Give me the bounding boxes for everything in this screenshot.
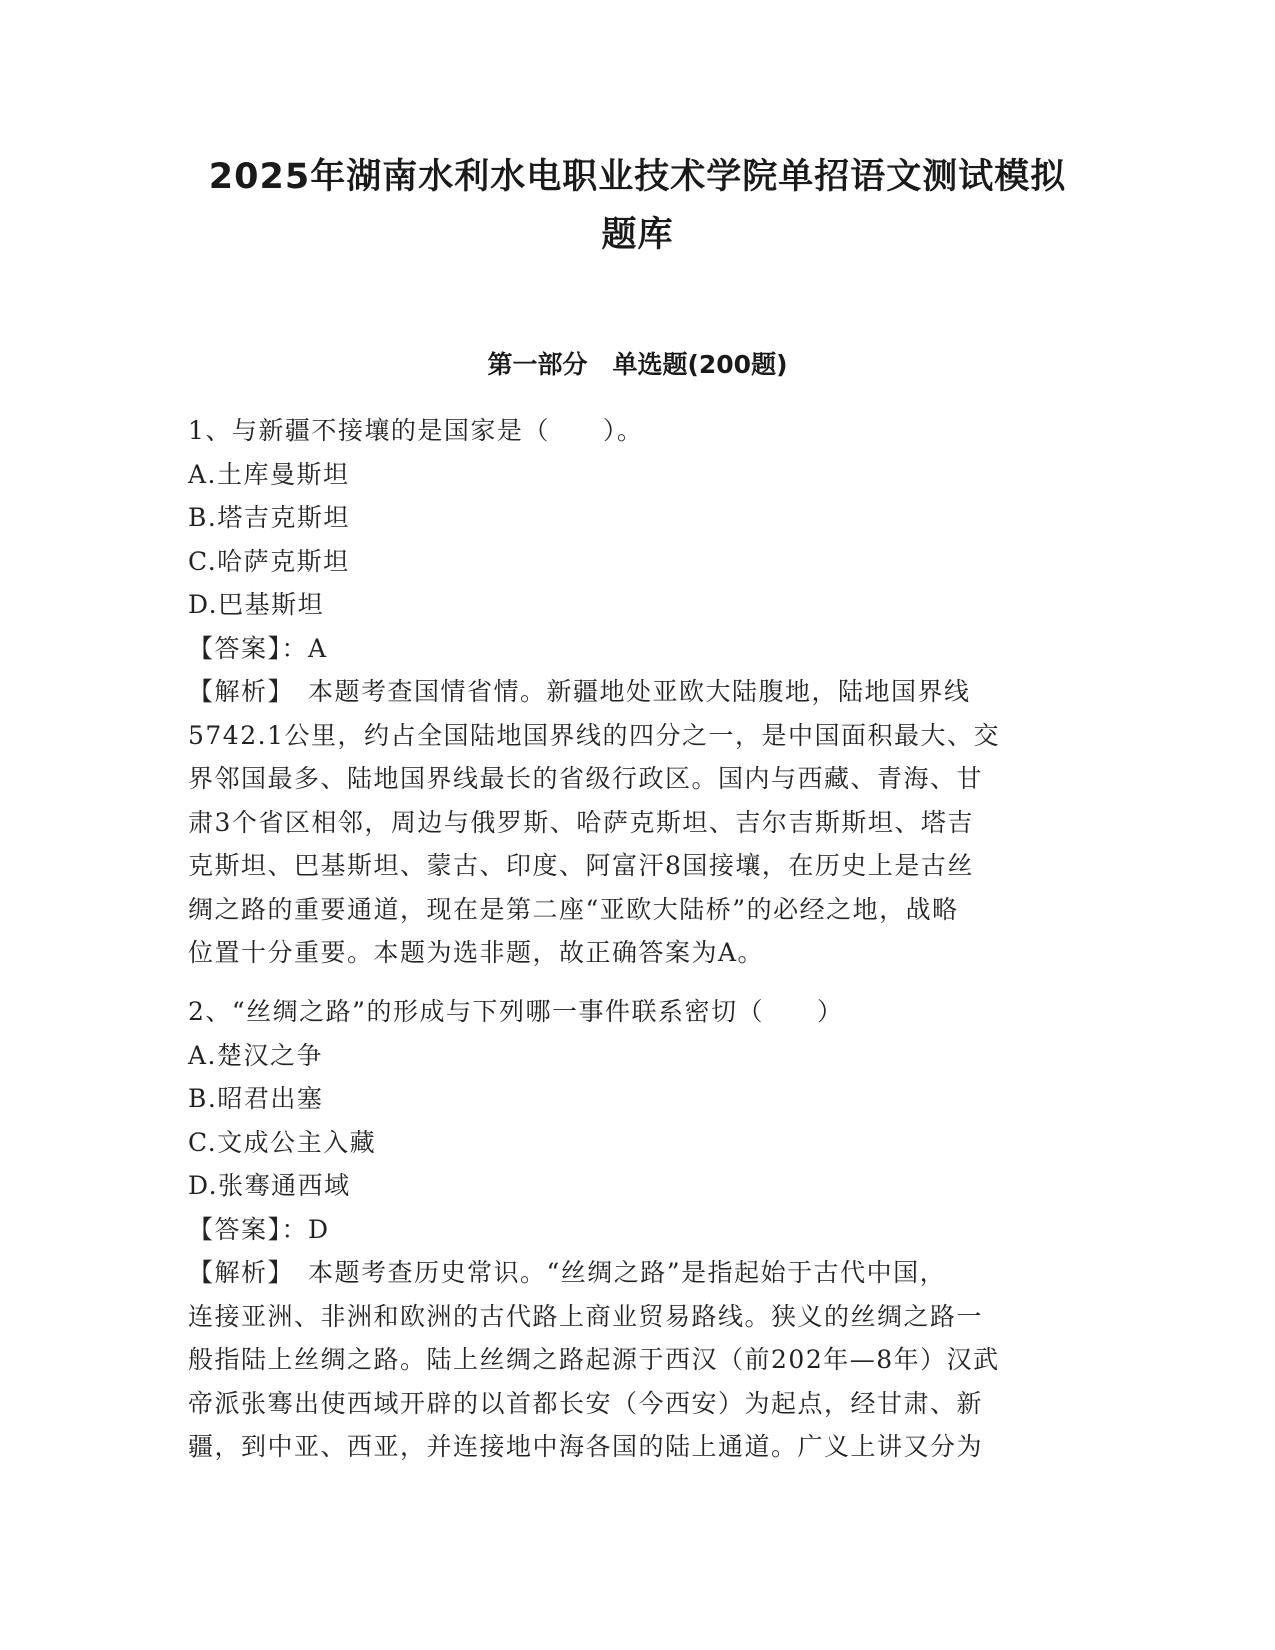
question-2	[188, 990, 1086, 1469]
option-c: C.哈萨克斯坦	[188, 546, 350, 576]
answer-line: 【答案】：D	[188, 1214, 330, 1244]
option-b: B.塔吉克斯坦	[188, 503, 350, 532]
question-stem: 2、“丝绸之路”的形成与下列哪一事件联系密切（ ）	[188, 997, 844, 1026]
analysis-line: 般指陆上丝绸之路。陆上丝绸之路起源于西汉（前202年—8年）汉武	[188, 1345, 1000, 1374]
option-d: D.巴基斯坦	[188, 590, 325, 619]
analysis-line: 位置十分重要。本题为选非题，故正确答案为A。	[188, 938, 765, 967]
analysis-line: 绸之路的重要通道，现在是第二座“亚欧大陆桥”的必经之地，战略	[188, 894, 959, 924]
document-title-line-2: 题库	[601, 215, 674, 255]
analysis-line: 帝派张骞出使西域开辟的以首都长安（今西安）为起点，经甘肃、新	[188, 1388, 984, 1418]
section-heading: 第一部分 单选题(200题)	[487, 350, 788, 379]
document-title	[150, 148, 1125, 264]
option-b: B.昭君出塞	[188, 1084, 324, 1113]
option-a: A.楚汉之争	[188, 1040, 324, 1070]
analysis-line: 连接亚洲、非洲和欧洲的古代路上商业贸易路线。狭义的丝绸之路一	[188, 1301, 984, 1331]
analysis-line: 疆，到中亚、西亚，并连接地中海各国的陆上通道。广义上讲又分为	[188, 1432, 984, 1461]
question-stem: 1、与新疆不接壤的是国家是（ ）。	[188, 416, 644, 445]
option-c: C.文成公主入藏	[188, 1127, 377, 1157]
answer-line: 【答案】：A	[188, 633, 328, 663]
analysis-line: 【解析】 本题考查国情省情。新疆地处亚欧大陆腹地，陆地国界线	[188, 677, 971, 706]
analysis-line: 5742.1公里，约占全国陆地国界线的四分之一，是中国面积最大、交	[188, 720, 1000, 750]
analysis-line: 克斯坦、巴基斯坦、蒙古、印度、阿富汗8国接壤，在历史上是古丝	[188, 851, 974, 880]
analysis-line: 【解析】 本题考查历史常识。“丝绸之路”是指起始于古代中国，	[188, 1258, 947, 1287]
document-title-line-1: 2025年湖南水利水电职业技术学院单招语文测试模拟	[208, 157, 1067, 197]
question-1	[188, 409, 1086, 975]
option-d: D.张骞通西域	[188, 1171, 351, 1200]
analysis-line: 界邻国最多、陆地国界线最长的省级行政区。国内与西藏、青海、甘	[188, 764, 984, 793]
option-a: A.土库曼斯坦	[188, 459, 350, 489]
analysis-line: 肃3个省区相邻，周边与俄罗斯、哈萨克斯坦、吉尔吉斯斯坦、塔吉	[188, 807, 974, 837]
